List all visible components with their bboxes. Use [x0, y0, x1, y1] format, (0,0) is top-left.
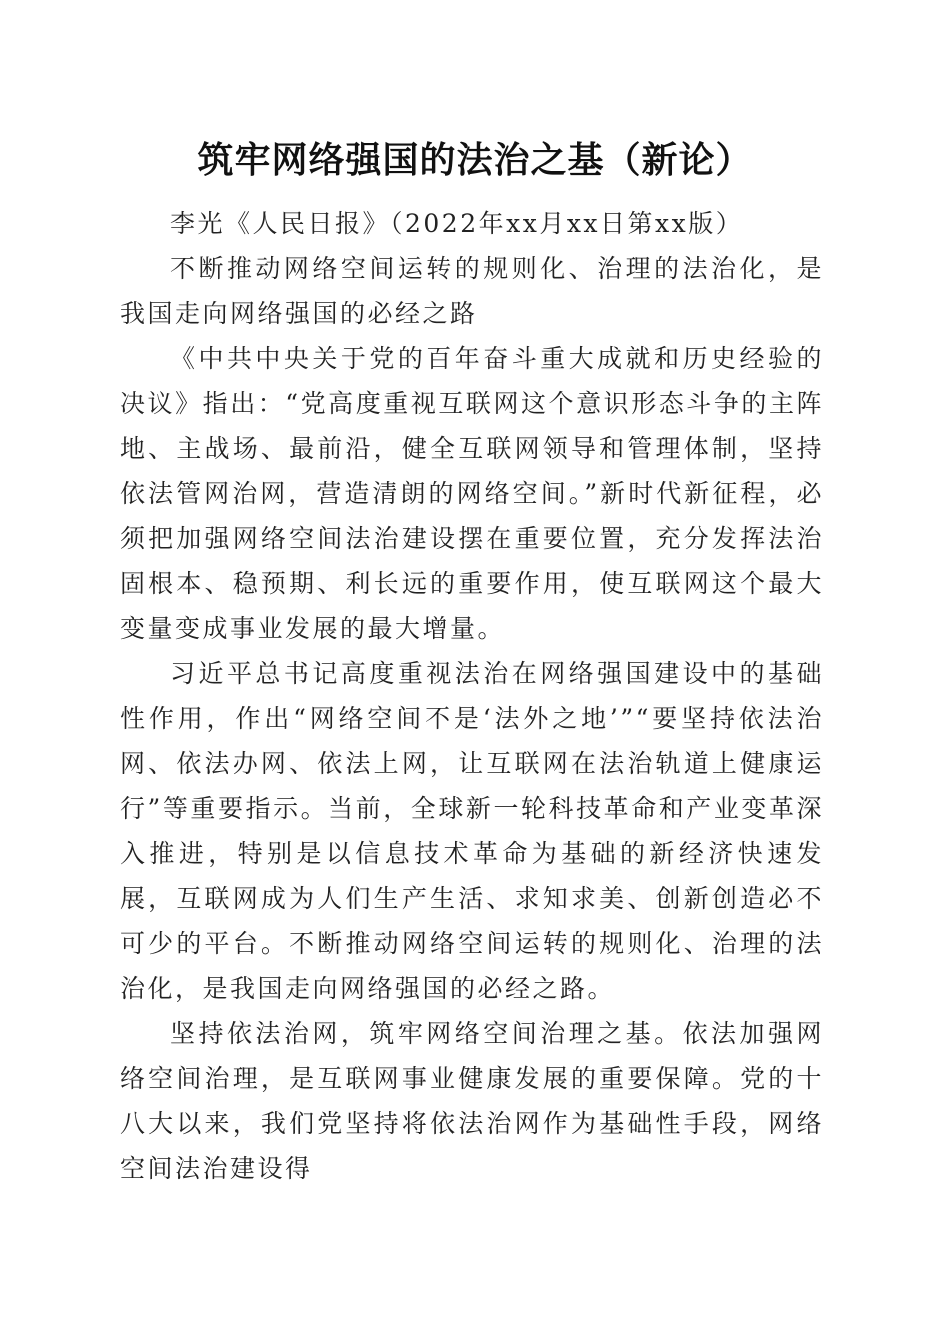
article-title: 筑牢网络强国的法治之基（新论） — [197, 139, 753, 181]
article-body — [120, 201, 824, 1191]
body-paragraph: 《中共中央关于党的百年奋斗重大成就和历史经验的决议》指出：“党高度重视互联网这个意识形态斗争的主阵地、主战场、最前沿，健全互联网领导和管理体制，坚持依法管网治网，营造清朗的网络空间。”新时代新征程，必须把加强网络空间法治建设摆在重要位置，充分发挥法治固根本、稳预期、利长远的重要作用，使互联网这个最大变量变成事业发展的最大增量。 — [120, 344, 824, 643]
byline: 李光《人民日报》（2022年xx月xx日第xx版） — [170, 209, 744, 238]
body-paragraph: 习近平总书记高度重视法治在网络强国建设中的基础性作用，作出“网络空间不是‘法外之地’”“要坚持依法治网、依法办网、依法上网，让互联网在法治轨道上健康运行”等重要指示。当前，全球新一轮科技革命和产业变革深入推进，特别是以信息技术革命为基础的新经济快速发展，互联网成为人们生产生活、求知求美、创新创造必不可少的平台。不断推动网络空间运转的规则化、治理的法治化，是我国走向网络强国的必经之路。 — [120, 659, 824, 1003]
lead-paragraph: 不断推动网络空间运转的规则化、治理的法治化，是我国走向网络强国的必经之路 — [120, 254, 824, 328]
body-paragraph: 坚持依法治网，筑牢网络空间治理之基。依法加强网络空间治理，是互联网事业健康发展的重要保障。党的十八大以来，我们党坚持将依法治网作为基础性手段，网络空间法治建设得 — [120, 1019, 824, 1183]
